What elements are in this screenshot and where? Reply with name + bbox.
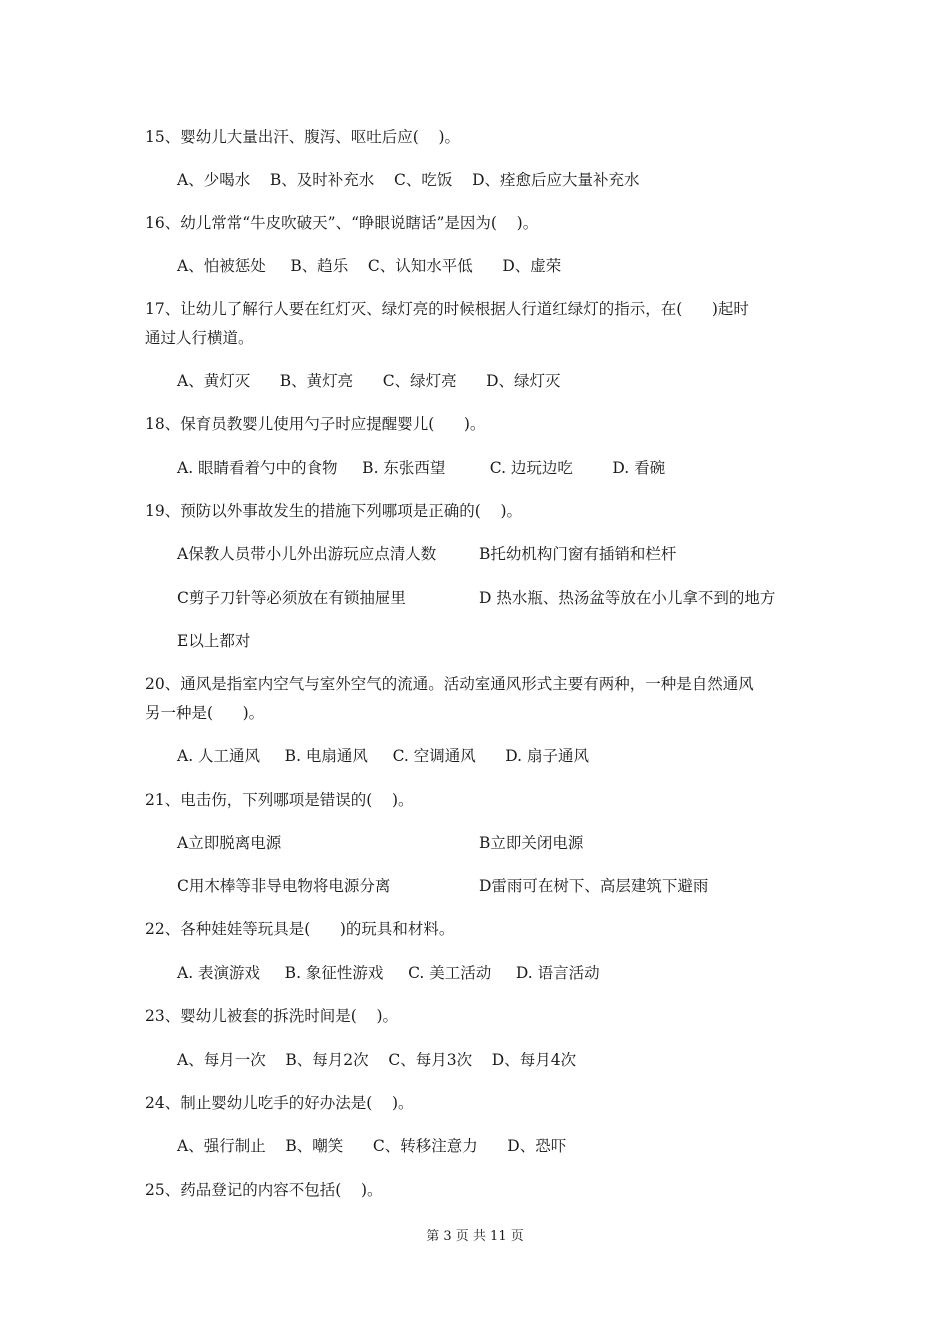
question-19-option-d: D 热水瓶、热汤盆等放在小儿拿不到的地方 — [479, 589, 776, 607]
question-24-stem: 24、制止婴幼儿吃手的好办法是( )。 — [145, 1094, 414, 1112]
question-19-option-e: E以上都对 — [177, 632, 251, 650]
question-21-stem: 21、电击伤，下列哪项是错误的( )。 — [145, 791, 414, 809]
question-19-option-a: A保教人员带小儿外出游玩应点清人数 — [177, 545, 437, 563]
question-24-options: A、强行制止 B、嘲笑 C、转移注意力 D、恐吓 — [177, 1137, 567, 1155]
question-25-stem: 25、药品登记的内容不包括( )。 — [145, 1181, 383, 1199]
question-20-stem-line2: 另一种是( )。 — [145, 704, 265, 722]
question-21-option-d: D雷雨可在树下、高层建筑下避雨 — [479, 877, 709, 895]
question-22-options: A. 表演游戏 B. 象征性游戏 C. 美工活动 D. 语言活动 — [177, 964, 600, 982]
question-23-options: A、每月一次 B、每月2次 C、每月3次 D、每月4次 — [177, 1051, 577, 1069]
question-15-stem: 15、婴幼儿大量出汗、腹泻、呕吐后应( )。 — [145, 128, 461, 146]
question-20-options: A. 人工通风 B. 电扇通风 C. 空调通风 D. 扇子通风 — [177, 747, 590, 765]
question-17-options: A、黄灯灭 B、黄灯亮 C、绿灯亮 D、绿灯灭 — [177, 372, 561, 390]
page-footer: 第 3 页 共 11 页 — [426, 1229, 524, 1244]
question-18-options: A. 眼睛看着勺中的食物 B. 东张西望 C. 边玩边吃 D. 看碗 — [177, 459, 666, 477]
question-21-option-b: B立即关闭电源 — [479, 834, 584, 852]
question-17-stem-line1: 17、让幼儿了解行人要在红灯灭、绿灯亮的时候根据人行道红绿灯的指示，在( )起时 — [145, 300, 749, 318]
question-23-stem: 23、婴幼儿被套的拆洗时间是( )。 — [145, 1007, 399, 1025]
question-18-stem: 18、保育员教婴儿使用勺子时应提醒婴儿( )。 — [145, 415, 486, 433]
question-19-option-c: C剪子刀针等必须放在有锁抽屉里 — [177, 589, 406, 607]
question-15-options: A、少喝水 B、及时补充水 C、吃饭 D、痊愈后应大量补充水 — [177, 171, 640, 189]
question-16-options: A、怕被惩处 B、趋乐 C、认知水平低 D、虚荣 — [177, 257, 562, 275]
question-21-option-a: A立即脱离电源 — [177, 834, 282, 852]
question-22-stem: 22、各种娃娃等玩具是( )的玩具和材料。 — [145, 920, 455, 938]
question-19-stem: 19、预防以外事故发生的措施下列哪项是正确的( )。 — [145, 502, 523, 520]
question-19-option-b: B托幼机构门窗有插销和栏杆 — [479, 545, 677, 563]
question-20-stem-line1: 20、通风是指室内空气与室外空气的流通。活动室通风形式主要有两种，一种是自然通风 — [145, 675, 754, 693]
question-17-stem-line2: 通过人行横道。 — [145, 329, 254, 347]
question-21-option-c: C用木棒等非导电物将电源分离 — [177, 877, 391, 895]
question-16-stem: 16、幼儿常常“牛皮吹破天”、“睁眼说瞎话”是因为( )。 — [145, 214, 539, 232]
